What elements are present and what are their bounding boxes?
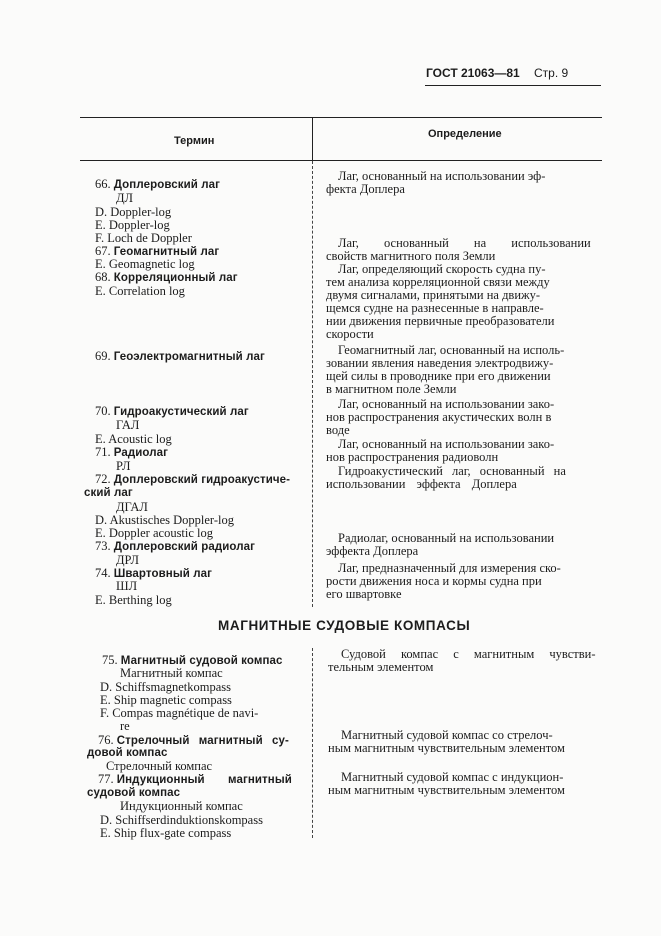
definition-67 bbox=[326, 236, 591, 263]
term-translation-en: E. Geomagnetic log bbox=[95, 257, 195, 271]
term-abbreviation: ДЛ bbox=[116, 191, 134, 205]
term-title: Радиолаг bbox=[113, 447, 169, 459]
definition-line: Лаг, основанный на использовании эф- bbox=[338, 169, 546, 183]
definition-line: воде bbox=[326, 423, 350, 437]
term-number: 67. bbox=[95, 244, 111, 258]
term-74 bbox=[95, 567, 212, 581]
term-number: 71. bbox=[95, 445, 111, 459]
definition-line: Лаг, предназначенный для измерения ско- bbox=[338, 561, 561, 575]
definition-line: ным магнитным чувствительным элементом bbox=[328, 783, 565, 797]
definition-line: скорости bbox=[326, 327, 374, 341]
term-translation-en: E. Ship magnetic compass bbox=[100, 693, 232, 707]
definition-74 bbox=[326, 561, 561, 601]
definition-66 bbox=[326, 169, 546, 196]
term-72 bbox=[95, 473, 290, 487]
header-rule bbox=[425, 85, 601, 86]
term-abbreviation: ГАЛ bbox=[116, 418, 140, 432]
term-abbreviation: РЛ bbox=[116, 459, 131, 473]
term-title: Гидроакустический лаг bbox=[113, 406, 249, 418]
table-top-border bbox=[80, 117, 602, 118]
term-title: Корреляционный лаг bbox=[113, 272, 238, 284]
term-title: Доплеровский гидроакустиче- bbox=[113, 474, 291, 486]
definition-line: свойств магнитного поля Земли bbox=[326, 249, 496, 263]
definition-line: в магнитном поле Земли bbox=[326, 382, 457, 396]
term-translation-en: E. Doppler acoustic log bbox=[95, 526, 214, 540]
section-heading: МАГНИТНЫЕ СУДОВЫЕ КОМПАСЫ bbox=[218, 618, 471, 633]
term-translation-en: E. Berthing log bbox=[95, 593, 172, 607]
term-68 bbox=[95, 271, 238, 285]
term-title: Швартовный лаг bbox=[113, 568, 212, 580]
term-abbreviation: ШЛ bbox=[116, 579, 138, 593]
term-76 bbox=[98, 734, 289, 748]
term-77 bbox=[98, 773, 292, 787]
definition-77 bbox=[328, 770, 565, 797]
term-number: 76. bbox=[98, 733, 114, 747]
definition-line: Лаг, основанный на использовании зако- bbox=[338, 397, 555, 411]
column-header-term: Термин bbox=[174, 135, 215, 147]
term-translation-fr-continued: re bbox=[120, 719, 130, 733]
term-translation-en: E. Acoustic log bbox=[95, 432, 172, 446]
definition-line: Геомагнитный лаг, основанный на исполь- bbox=[338, 343, 565, 357]
definition-68 bbox=[326, 262, 555, 341]
term-title: Геоэлектромагнитный лаг bbox=[113, 351, 265, 363]
column-divider-section2 bbox=[312, 648, 313, 838]
definition-line: нии движения первичные преобразователи bbox=[326, 314, 555, 328]
term-title: Индукционный магнитный bbox=[116, 774, 292, 786]
definition-73 bbox=[326, 531, 555, 558]
term-translation-de: D. Doppler-log bbox=[95, 205, 172, 219]
term-73 bbox=[95, 540, 255, 554]
term-synonym: Стрелочный компас bbox=[106, 759, 213, 773]
definition-72 bbox=[326, 464, 566, 491]
column-header-definition: Определение bbox=[428, 128, 502, 140]
definition-line: ным магнитным чувствительным элементом bbox=[328, 741, 565, 755]
term-title: Доплеровский лаг bbox=[113, 179, 221, 191]
table-head-border bbox=[80, 160, 602, 161]
page-number: Стр. 9 bbox=[534, 66, 569, 80]
term-title-continued: ский лаг bbox=[84, 487, 133, 499]
definition-line: Лаг, основанный на использовании bbox=[338, 236, 591, 250]
definition-line: тельным элементом bbox=[328, 660, 434, 674]
term-69 bbox=[95, 350, 265, 364]
definition-line: щей силы в проводнике при его движении bbox=[326, 369, 551, 383]
term-synonym: Магнитный компас bbox=[120, 666, 223, 680]
term-number: 77. bbox=[98, 772, 114, 786]
term-translation-en: E. Ship flux-gate compass bbox=[100, 826, 232, 840]
term-number: 74. bbox=[95, 566, 111, 580]
definition-69 bbox=[326, 343, 565, 396]
term-66 bbox=[95, 178, 220, 192]
term-number: 75. bbox=[102, 653, 118, 667]
definition-line: нов распространения акустических волн в bbox=[326, 410, 552, 424]
standard-number: ГОСТ 21063—81 bbox=[426, 66, 520, 80]
definition-line: тем анализа корреляционной связи между bbox=[326, 275, 550, 289]
term-number: 66. bbox=[95, 177, 111, 191]
definition-line: двумя сигналами, принятыми на движу- bbox=[326, 288, 541, 302]
definition-76 bbox=[328, 728, 565, 755]
term-number: 68. bbox=[95, 270, 111, 284]
term-title: Доплеровский радиолаг bbox=[113, 541, 256, 553]
definition-line: его швартовке bbox=[326, 587, 402, 601]
definition-line: Магнитный судовой компас с индукцион- bbox=[341, 770, 564, 784]
definition-75 bbox=[328, 647, 596, 674]
definition-line: нов распространения радиоволн bbox=[326, 450, 499, 464]
definition-line: Лаг, определяющий скорость судна пу- bbox=[338, 262, 546, 276]
definition-line: Радиолаг, основанный на использовании bbox=[338, 531, 555, 545]
definition-70 bbox=[326, 397, 555, 437]
term-title: Магнитный судовой компас bbox=[120, 655, 283, 667]
term-title: Стрелочный магнитный су- bbox=[116, 735, 289, 747]
term-number: 70. bbox=[95, 404, 111, 418]
term-translation-en: E. Doppler-log bbox=[95, 218, 170, 232]
term-number: 73. bbox=[95, 539, 111, 553]
term-translation-de: D. Schiffserdinduktionskompass bbox=[100, 813, 263, 827]
term-title-continued: довой компас bbox=[87, 747, 168, 759]
definition-line: Магнитный судовой компас со стрелоч- bbox=[341, 728, 553, 742]
definition-line: Лаг, основанный на использовании зако- bbox=[338, 437, 555, 451]
term-number: 69. bbox=[95, 349, 111, 363]
term-translation-fr: F. Loch de Doppler bbox=[95, 231, 192, 245]
term-translation-fr: F. Compas magnétique de navi- bbox=[100, 706, 259, 720]
definition-line: использовании эффекта Доплера bbox=[326, 477, 517, 491]
term-abbreviation: ДГАЛ bbox=[116, 500, 148, 514]
term-title: Геомагнитный лаг bbox=[113, 246, 220, 258]
term-translation-de: D. Schiffsmagnetkompass bbox=[100, 680, 232, 694]
term-translation-de: D. Akustisches Doppler-log bbox=[95, 513, 234, 527]
term-70 bbox=[95, 405, 249, 419]
definition-line: зовании явления наведения электродвижу- bbox=[326, 356, 554, 370]
definition-line: Гидроакустический лаг, основанный на bbox=[338, 464, 566, 478]
term-synonym: Индукционный компас bbox=[120, 799, 243, 813]
definition-line: щемся судне на разнесенные в направле- bbox=[326, 301, 544, 315]
definition-line: фекта Доплера bbox=[326, 182, 405, 196]
definition-line: Судовой компас с магнитным чувстви- bbox=[341, 647, 596, 661]
term-title-continued: судовой компас bbox=[87, 787, 181, 799]
term-71 bbox=[95, 446, 168, 460]
term-translation-en: E. Correlation log bbox=[95, 284, 185, 298]
term-number: 72. bbox=[95, 472, 111, 486]
definition-line: рости движения носа и кормы судна при bbox=[326, 574, 542, 588]
definition-71 bbox=[326, 437, 555, 464]
column-divider-body bbox=[312, 161, 313, 607]
column-divider bbox=[312, 118, 313, 161]
term-abbreviation: ДРЛ bbox=[116, 553, 140, 567]
definition-line: эффекта Доплера bbox=[326, 544, 419, 558]
